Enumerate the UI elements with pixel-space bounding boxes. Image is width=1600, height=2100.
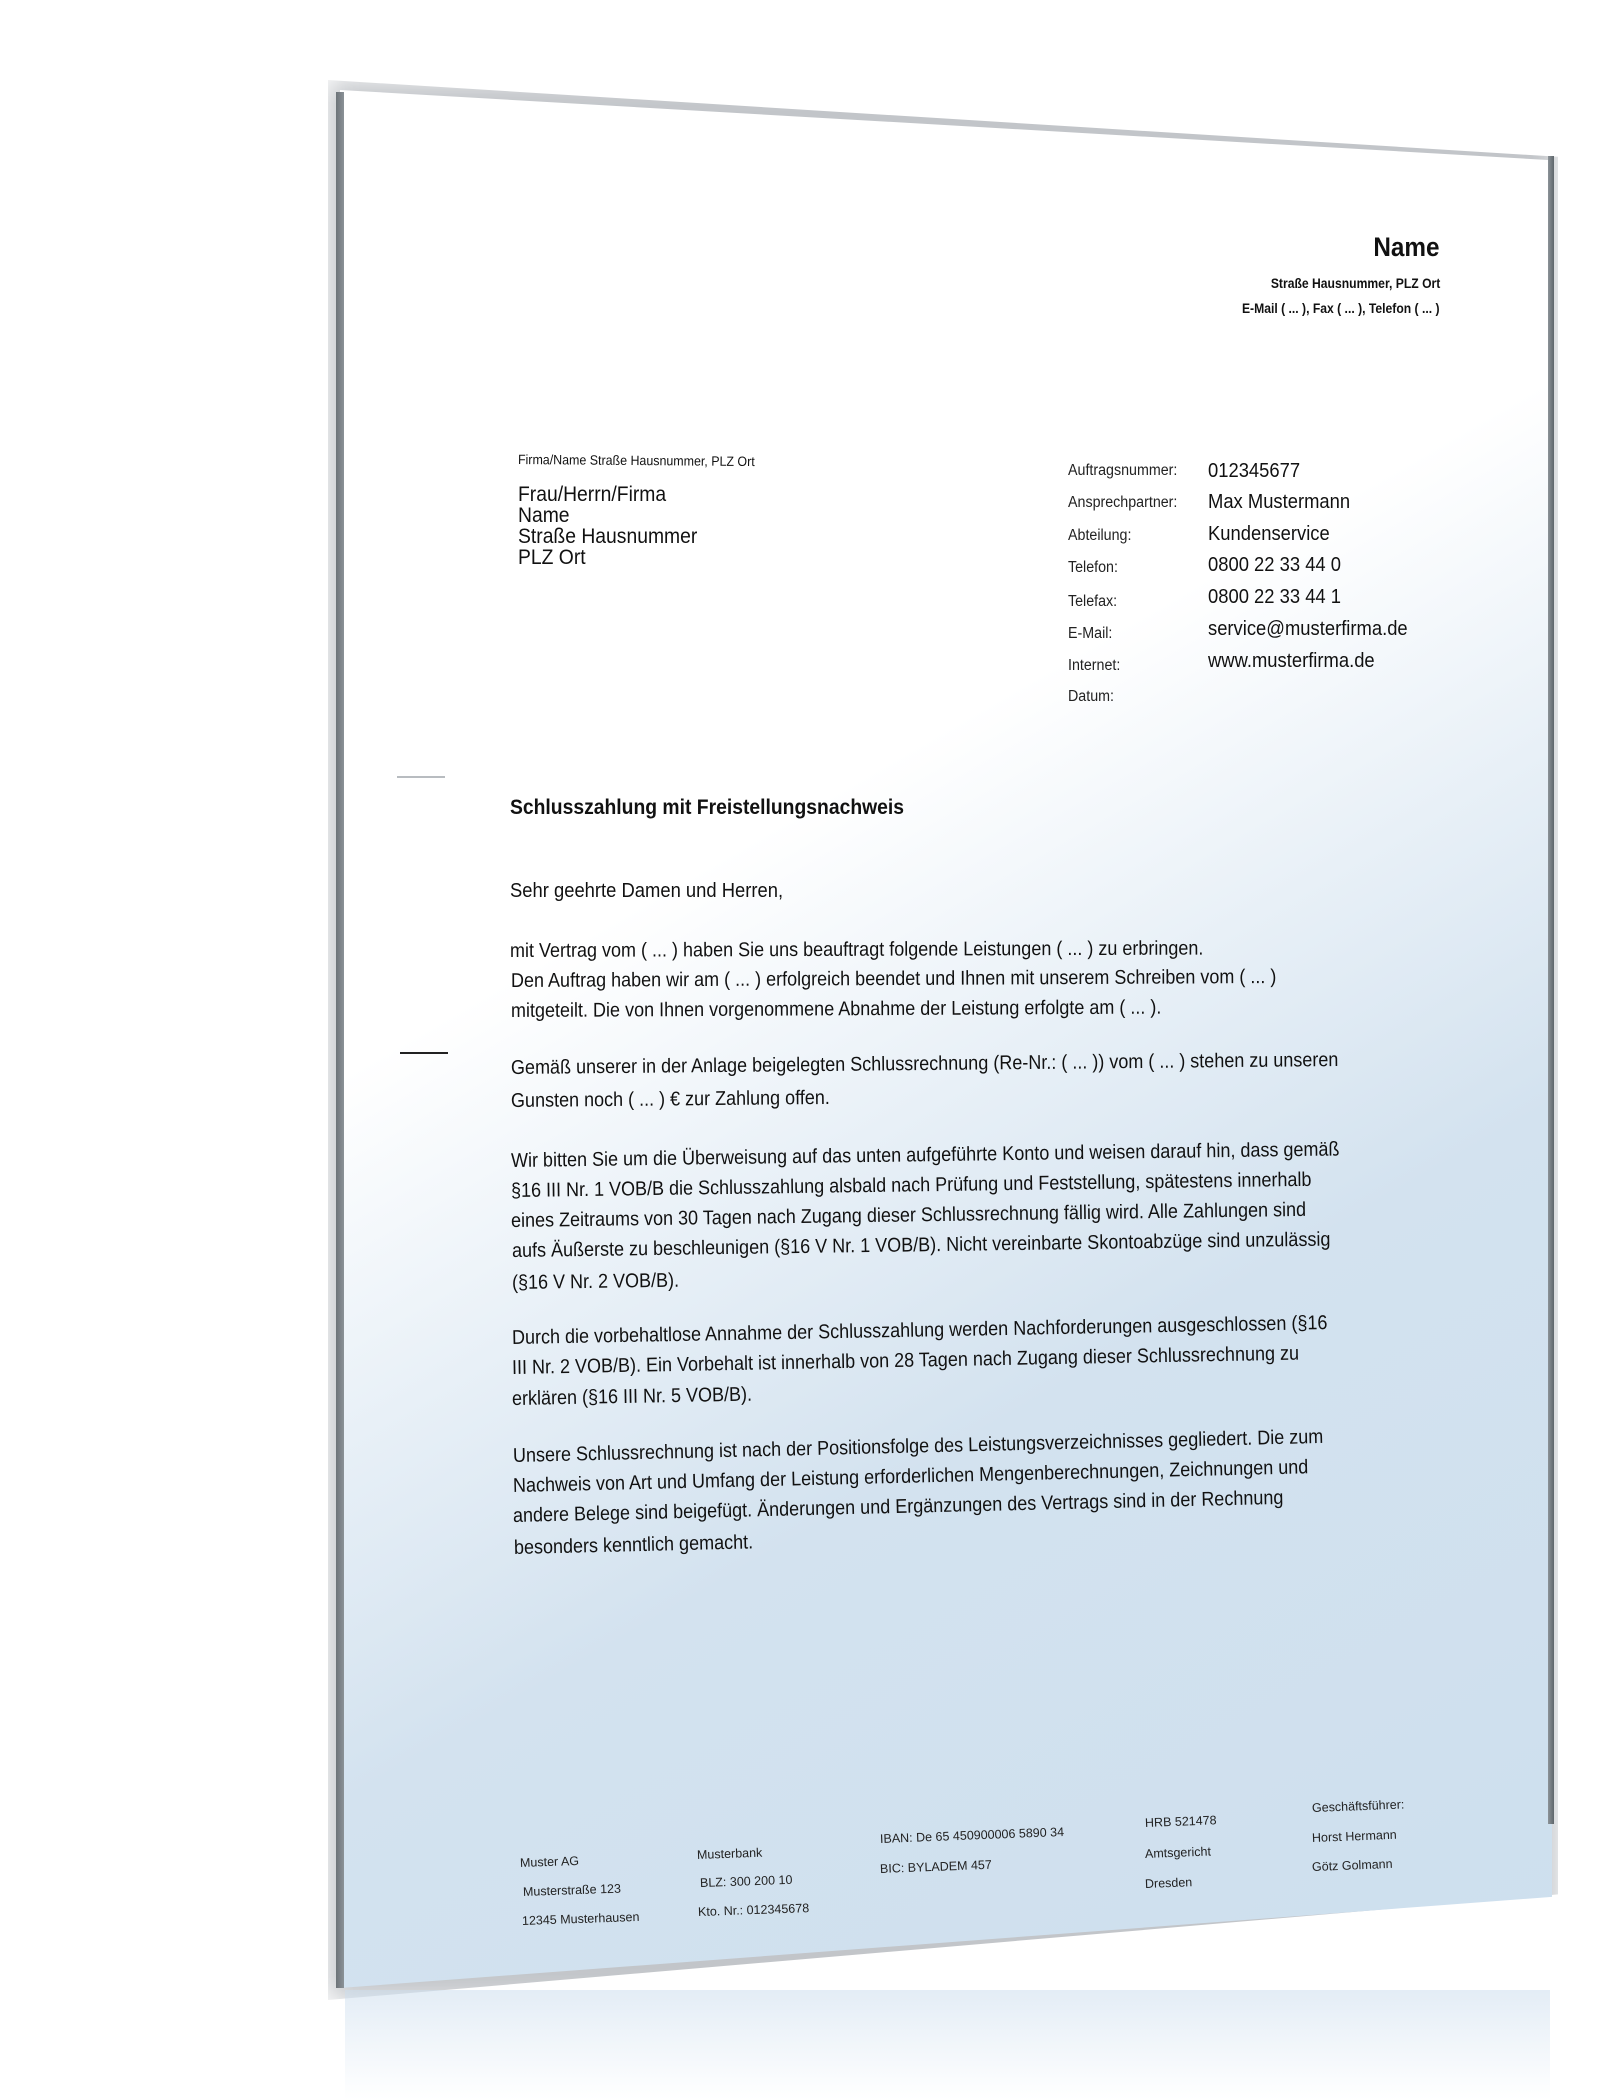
sender-name: Name <box>1373 232 1440 262</box>
body-line: besonders kenntlich gemacht. <box>513 1531 754 1559</box>
info-value: 0800 22 33 44 1 <box>1208 586 1342 608</box>
info-value: www.musterfirma.de <box>1208 650 1375 672</box>
sender-contact: E-Mail ( ... ), Fax ( ... ), Telefon ( ... ) <box>1242 301 1440 316</box>
sender-address: Straße Hausnummer, PLZ Ort <box>1270 276 1440 291</box>
info-label: Datum: <box>1068 688 1114 705</box>
body-line: Gemäß unserer in der Anlage beigelegten Schlussrechnung (Re-Nr.: ( ... )) vom ( ... ) stehen zu unseren <box>510 1049 1339 1079</box>
body-line: mitgeteilt. Die von Ihnen vorgenommene Abnahme der Leistung erfolgte am ( ... ). <box>510 996 1162 1022</box>
footer-line: 12345 Musterhausen <box>521 1909 640 1928</box>
body-line: Wir bitten Sie um die Überweisung auf das unten aufgeführte Konto und weisen darauf hin, dass gemäß <box>510 1138 1340 1172</box>
footer-line: Muster AG <box>519 1853 580 1870</box>
footer-line: BIC: BYLADEM 457 <box>879 1857 993 1876</box>
body-line: Unsere Schlussrechnung ist nach der Positionsfolge des Leistungsverzeichnisses gegliedert. Die zum <box>512 1425 1324 1467</box>
body-line: Durch die vorbehaltlose Annahme der Schlusszahlung werden Nachforderungen ausgeschlossen (§16 <box>511 1312 1328 1349</box>
footer-line: Dresden <box>1144 1875 1193 1891</box>
info-label: Abteilung: <box>1068 527 1132 544</box>
info-label: Auftragsnummer: <box>1068 462 1178 479</box>
info-label: Telefax: <box>1068 593 1118 610</box>
info-value: service@musterfirma.de <box>1208 618 1408 640</box>
body-line: Gunsten noch ( ... ) € zur Zahlung offen. <box>510 1086 830 1112</box>
recipient-line: PLZ Ort <box>518 546 586 569</box>
footer-line: IBAN: De 65 450900006 5890 34 <box>879 1824 1065 1846</box>
footer-line: Horst Hermann <box>1311 1827 1397 1845</box>
footer-line: BLZ: 300 200 10 <box>699 1872 793 1890</box>
body-line: aufs Äußerste zu beschleunigen (§16 V Nr. 1 VOB/B). Nicht vereinbarte Skontoabzüge sind unzulässig <box>511 1228 1331 1262</box>
footer-line: Musterbank <box>696 1845 763 1862</box>
footer-line: HRB 521478 <box>1144 1813 1217 1830</box>
body-line: §16 III Nr. 1 VOB/B die Schlusszahlung alsbald nach Prüfung und Feststellung, spätestens innerhalb <box>510 1168 1312 1202</box>
body-line: erklären (§16 III Nr. 5 VOB/B). <box>511 1383 753 1410</box>
recipient-line: Name <box>518 504 570 527</box>
recipient-line: Frau/Herrn/Firma <box>518 483 667 506</box>
return-address: Firma/Name Straße Hausnummer, PLZ Ort <box>517 452 755 470</box>
body-line: eines Zeitraums von 30 Tagen nach Zugang dieser Schlussrechnung fällig wird. Alle Zahlungen sind <box>510 1198 1307 1232</box>
info-label: Ansprechpartner: <box>1068 494 1178 511</box>
info-label: Telefon: <box>1068 559 1118 576</box>
info-value: 0800 22 33 44 0 <box>1208 554 1342 576</box>
info-value: Kundenservice <box>1208 523 1330 545</box>
body-line: Den Auftrag haben wir am ( ... ) erfolgreich beendet und Ihnen mit unserem Schreiben vom ( ... ) <box>510 965 1277 992</box>
letter-subject: Schlusszahlung mit Freistellungsnachweis <box>510 796 905 819</box>
body-line: III Nr. 2 VOB/B). Ein Vorbehalt ist innerhalb von 28 Tagen nach Zugang dieser Schlussrechnung zu <box>511 1342 1300 1379</box>
body-line: andere Belege sind beigefügt. Änderungen und Ergänzungen des Vertrags sind in der Rechnung <box>512 1486 1284 1527</box>
footer-line: Musterstraße 123 <box>522 1881 622 1899</box>
footer-line: Götz Golmann <box>1311 1856 1393 1874</box>
recipient-line: Straße Hausnummer <box>518 525 698 548</box>
footer-line: Kto. Nr.: 012345678 <box>697 1901 810 1919</box>
body-line: Nachweis von Art und Umfang der Leistung erforderlichen Mengenberechnungen, Zeichnungen und <box>512 1456 1309 1497</box>
footer-line: Geschäftsführer: <box>1311 1797 1405 1815</box>
fold-mark <box>400 1052 448 1054</box>
body-line: mit Vertrag vom ( ... ) haben Sie uns beauftragt folgende Leistungen ( ... ) zu erbringen. <box>509 937 1204 962</box>
info-label: Internet: <box>1068 657 1121 674</box>
recipient-address <box>518 484 697 568</box>
info-label: E-Mail: <box>1068 625 1113 642</box>
info-value: Max Mustermann <box>1208 491 1351 513</box>
fold-mark <box>397 776 445 778</box>
body-line: (§16 V Nr. 2 VOB/B). <box>511 1269 680 1294</box>
footer-line: Amtsgericht <box>1144 1844 1212 1861</box>
info-value: 012345677 <box>1208 460 1301 482</box>
salutation: Sehr geehrte Damen und Herren, <box>510 880 784 902</box>
